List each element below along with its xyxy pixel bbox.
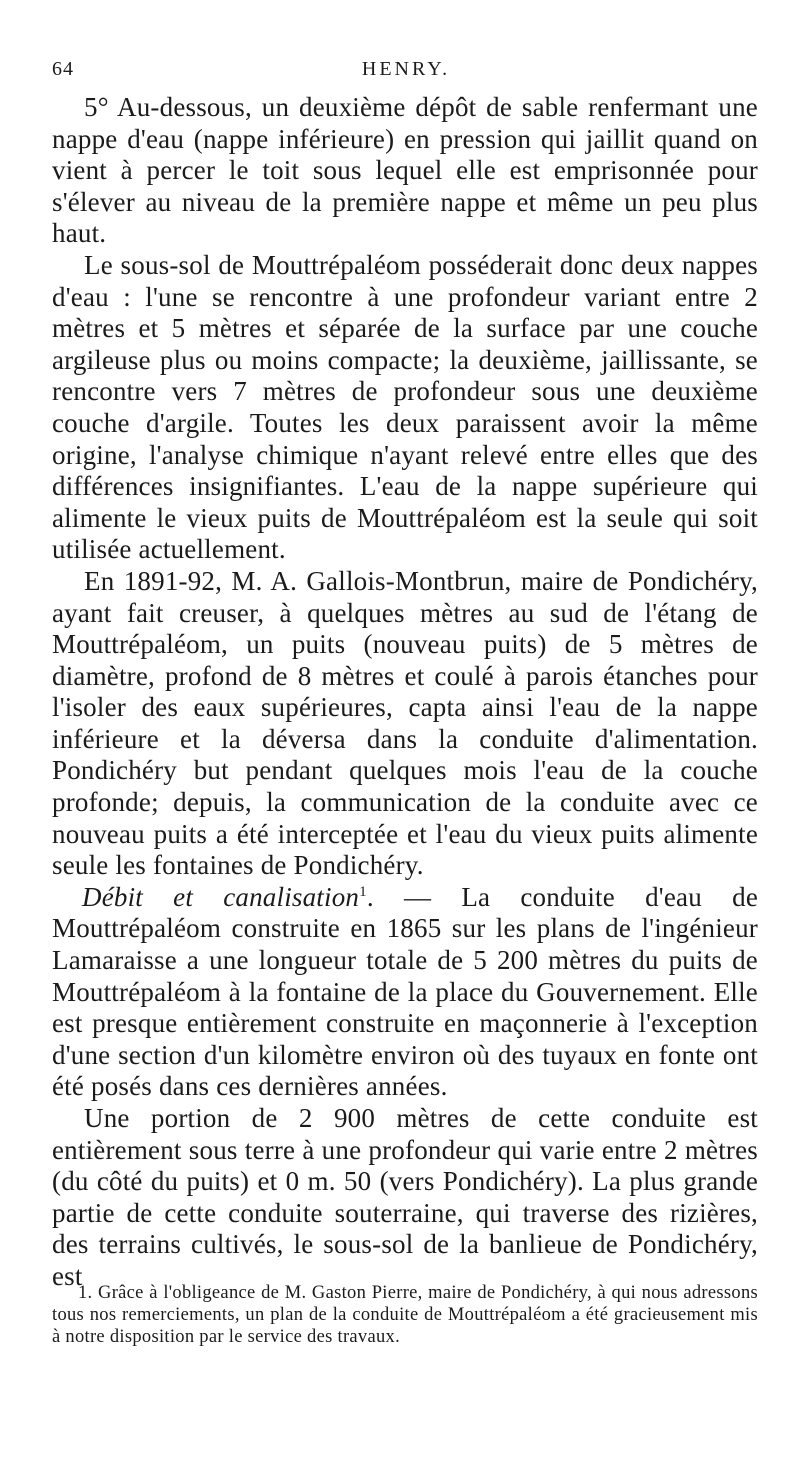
paragraph-debit-canalisation bbox=[52, 882, 758, 1103]
footnote-1: 1. Grâce à l'obligeance de M. Gaston Pierre, maire de Pondichéry, à qui nous adressons tous nos remerciements, un plan de la conduite de Mouttrépaléom a été gracieusement mis à notre disposition par le service des travaux. bbox=[52, 1283, 758, 1347]
paragraph-debit-text: . — La conduite d'eau de Mouttrépaléom construite en 1865 sur les plans de l'ingénieur Lamaraisse a une longueur totale de 5 200 mètres du puits de Mouttrépaléom à la fontaine de la place du Gouvernement. Elle est presque entièrement construite en maçonnerie à l'exception d'une section d'un kilomètre environ où des tuyaux en fonte ont été posés dans ces dernières années. bbox=[52, 881, 758, 1102]
paragraph-sous-sol: Le sous-sol de Mouttrépaléom posséderait donc deux nappes d'eau : l'une se rencontre à une profondeur variant entre 2 mètres et 5 mètres et séparée de la surface par une couche argileuse plus ou moins compacte; la deuxième, jaillissante, se rencontre vers 7 mètres de profondeur sous une deuxième couche d'argile. Toutes les deux paraissent avoir la même origine, l'analyse chimique n'ayant relevé entre elles que des différences insignifiantes. L'eau de la nappe supérieure qui alimente le vieux puits de Mouttrépaléom est la seule qui soit utilisée actuellement. bbox=[52, 249, 758, 565]
page-number: 64 bbox=[52, 58, 74, 80]
footnotes bbox=[52, 1282, 758, 1348]
running-head: HENRY. bbox=[361, 58, 451, 80]
paragraph-nappe-inferieure: 5° Au-dessous, un deuxième dépôt de sable renfermant une nappe d'eau (nappe inférieure) en pression qui jaillit quand on vient à percer le toit sous lequel elle est emprisonnée pour s'élever au niveau de la première nappe et même un peu plus haut. bbox=[52, 92, 758, 249]
paragraph-nouveau-puits: En 1891-92, M. A. Gallois-Montbrun, maire de Pondichéry, ayant fait creuser, à quelques mètres au sud de l'étang de Mouttrépaléom, un puits (nouveau puits) de 5 mètres de diamètre, profond de 8 mètres et coulé à parois étanches pour l'isoler des eaux supérieures, capta ainsi l'eau de la nappe inférieure et la déversa dans la conduite d'alimentation. Pondichéry but pendant quelques mois l'eau de la couche profonde; depuis, la communication de la conduite avec ce nouveau puits a été interceptée et l'eau du vieux puits alimente seule les fontaines de Pondichéry. bbox=[52, 565, 758, 881]
body-text bbox=[52, 92, 758, 1293]
section-subheading: Débit et canalisation bbox=[82, 881, 360, 912]
page-header bbox=[52, 56, 760, 86]
footnote-reference: 1 bbox=[359, 883, 367, 900]
paragraph-portion-souterraine: Une portion de 2 900 mètres de cette conduite est entièrement sous terre à une profondeur qui varie entre 2 mètres (du côté du puits) et 0 m. 50 (vers Pondichéry). La plus grande partie de cette conduite souterraine, qui traverse des rizières, des terrains cultivés, le sous-sol de la banlieue de Pondichéry, est bbox=[52, 1103, 758, 1291]
